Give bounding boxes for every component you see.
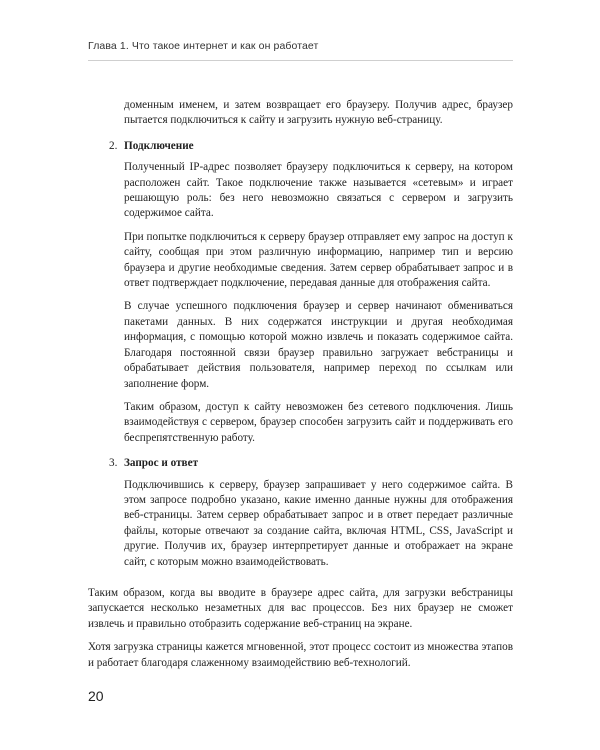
paragraph: Подключившись к серверу, браузер запрашивает у него содержимое сайта. В этом запросе подробно указано, какие именно данные нужны для отображения веб-страницы. Затем сервер обрабатывает запрос и в ответ передает различные файлы, которые отвечают за создание сайта, включая HTML, CSS, JavaScript и другие. Получив их, браузер интерпретирует данные и отображает на экране сайт, с которым можно взаимодействовать. bbox=[124, 478, 513, 568]
continuation-paragraph: доменным именем, и затем возвращает его браузеру. Получив адрес, браузер пытается подключиться к сайту и загрузить нужную веб-страницу. bbox=[124, 99, 513, 127]
list-item-number: 3. bbox=[109, 457, 118, 470]
closing-paragraph: Хотя загрузка страницы кажется мгновенной, этот процесс состоит из множества этапов и работает благодаря слаженному взаимодействию веб-технологий. bbox=[88, 641, 513, 669]
list-item-title: Подключение bbox=[124, 139, 194, 152]
paragraph: Полученный IP-адрес позволяет браузеру подключиться к серверу, на котором расположен сайт. Такое подключение также называется «сетевым» и играет решающую роль: без него невозможно связаться с сервером и загрузить содержимое сайта. bbox=[124, 161, 513, 220]
list-item-heading-request-response bbox=[109, 456, 513, 471]
running-head: Глава 1. Что такое интернет и как он работает bbox=[88, 40, 319, 52]
paragraph: Таким образом, доступ к сайту невозможен без сетевого подключения. Лишь взаимодействуя с сервером, браузер способен загрузить сайт и поддерживать его беспрепятственную работу. bbox=[124, 400, 513, 444]
paragraph: При попытке подключиться к серверу браузер отправляет ему запрос на доступ к сайту, сообщая при этом различную информацию, например тип и версию браузера и другие необходимые сведения. Затем сервер обрабатывает запрос и в ответ подтверждает подключение, передавая данные для отображения сайта. bbox=[124, 230, 513, 290]
page-body bbox=[88, 98, 513, 671]
list-item-heading-connection bbox=[109, 139, 513, 154]
list-item-number: 2. bbox=[109, 139, 118, 152]
header-rule bbox=[88, 60, 513, 61]
closing-paragraph: Таким образом, когда вы вводите в браузере адрес сайта, для загрузки вебстраницы запускается несколько незаметных для вас процессов. Без них браузер не сможет извлечь и правильно отобразить содержание веб-страниц на экране. bbox=[88, 586, 513, 630]
list-item-title: Запрос и ответ bbox=[124, 457, 199, 470]
page-number: 20 bbox=[88, 688, 104, 704]
paragraph: В случае успешного подключения браузер и сервер начинают обмениваться пакетами данных. В них содержатся инструкции и другая необходимая информация, с помощью которой можно извлечь и показать содержимое сайта. Благодаря постоянной связи браузер правильно загружает вебстраницы и обрабатывает действия пользователя, например переход по ссылкам или заполнение форм. bbox=[124, 300, 513, 390]
